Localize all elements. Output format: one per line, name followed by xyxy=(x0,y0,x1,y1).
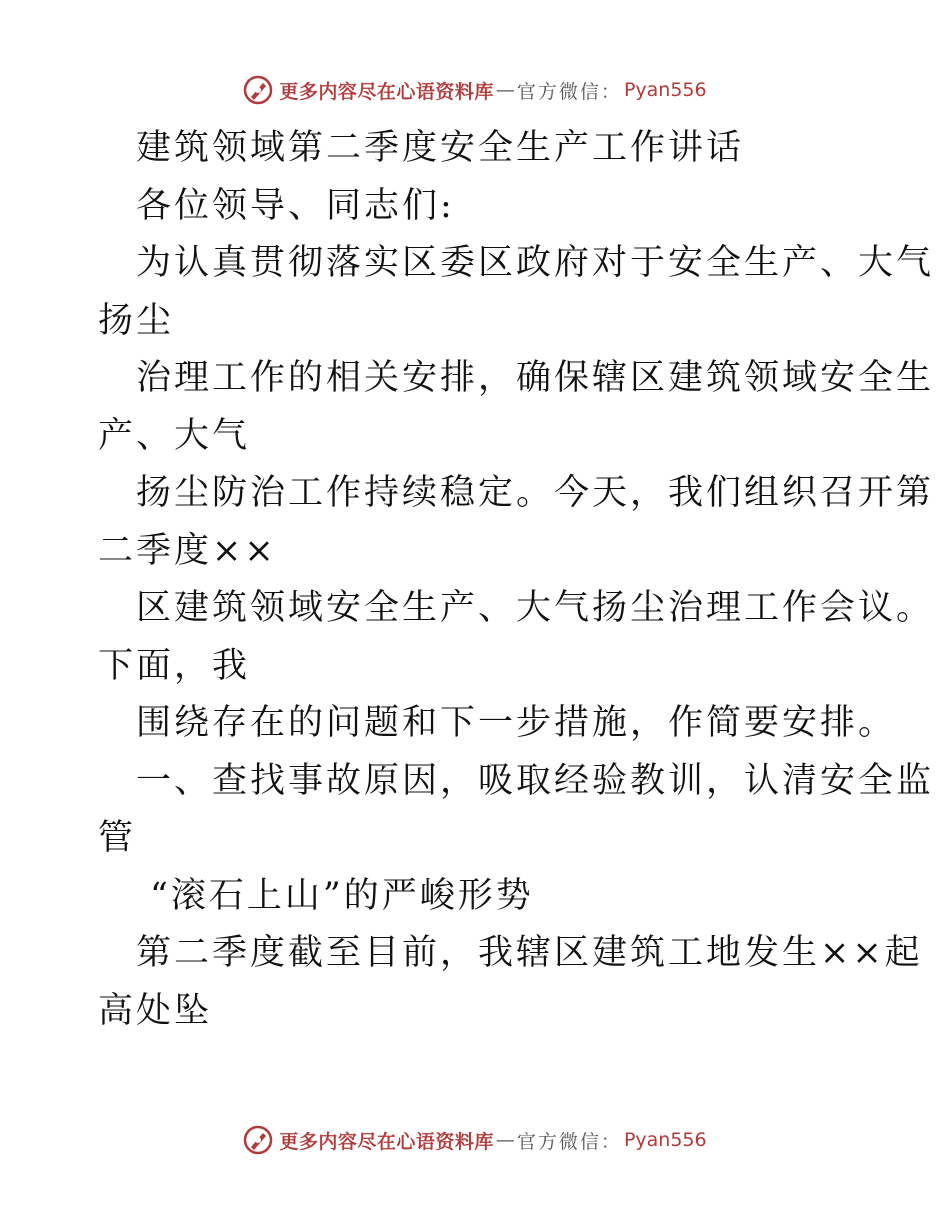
salutation: 各位领导、同志们: xyxy=(136,185,455,226)
watermark-id: Pyan556 xyxy=(623,79,707,101)
paragraph-line: 治理工作的相关安排，确保辖区建筑领域安全生 xyxy=(136,358,935,398)
section-heading: 一、查找事故原因，吸取经验教训，认清安全监 xyxy=(136,760,935,801)
pen-seal-icon xyxy=(243,1125,273,1155)
document-body xyxy=(98,120,935,1040)
paragraph-line: 为认真贯彻落实区委区政府对于安全生产、大气 xyxy=(136,243,935,283)
watermark-sub-text: 官方微信： xyxy=(516,1130,622,1153)
paragraph-line: 高处坠 xyxy=(98,990,213,1031)
document-title: 建筑领域第二季度安全生产工作讲话 xyxy=(136,128,745,168)
paragraph-line: 扬尘 xyxy=(98,300,175,341)
watermark-separator: — xyxy=(495,79,515,101)
watermark-main-text: 更多内容尽在心语资料库 xyxy=(279,1130,494,1153)
watermark-sub-text: 官方微信： xyxy=(516,80,622,103)
watermark-id: Pyan556 xyxy=(623,1129,707,1151)
watermark-footer xyxy=(0,1118,950,1162)
paragraph-line: 区建筑领域安全生产、大气扬尘治理工作会议。 xyxy=(136,588,935,628)
paragraph-line: 产、大气 xyxy=(98,415,251,456)
pen-seal-icon xyxy=(243,75,273,105)
paragraph-line: 围绕存在的问题和下一步措施，作简要安排。 xyxy=(136,703,897,743)
watermark-header xyxy=(0,68,950,112)
paragraph-line: 扬尘防治工作持续稳定。今天，我们组织召开第 xyxy=(136,473,935,513)
paragraph-line: 二季度×× xyxy=(98,530,277,571)
paragraph-line: 第二季度截至目前，我辖区建筑工地发生××起 xyxy=(136,933,923,973)
section-heading-quote: “滚石上山”的严峻形势 xyxy=(150,875,534,916)
watermark-main-text: 更多内容尽在心语资料库 xyxy=(279,80,494,103)
paragraph-line: 下面，我 xyxy=(98,645,251,686)
section-heading-continued: 管 xyxy=(98,818,137,858)
watermark-separator: — xyxy=(495,1129,515,1151)
